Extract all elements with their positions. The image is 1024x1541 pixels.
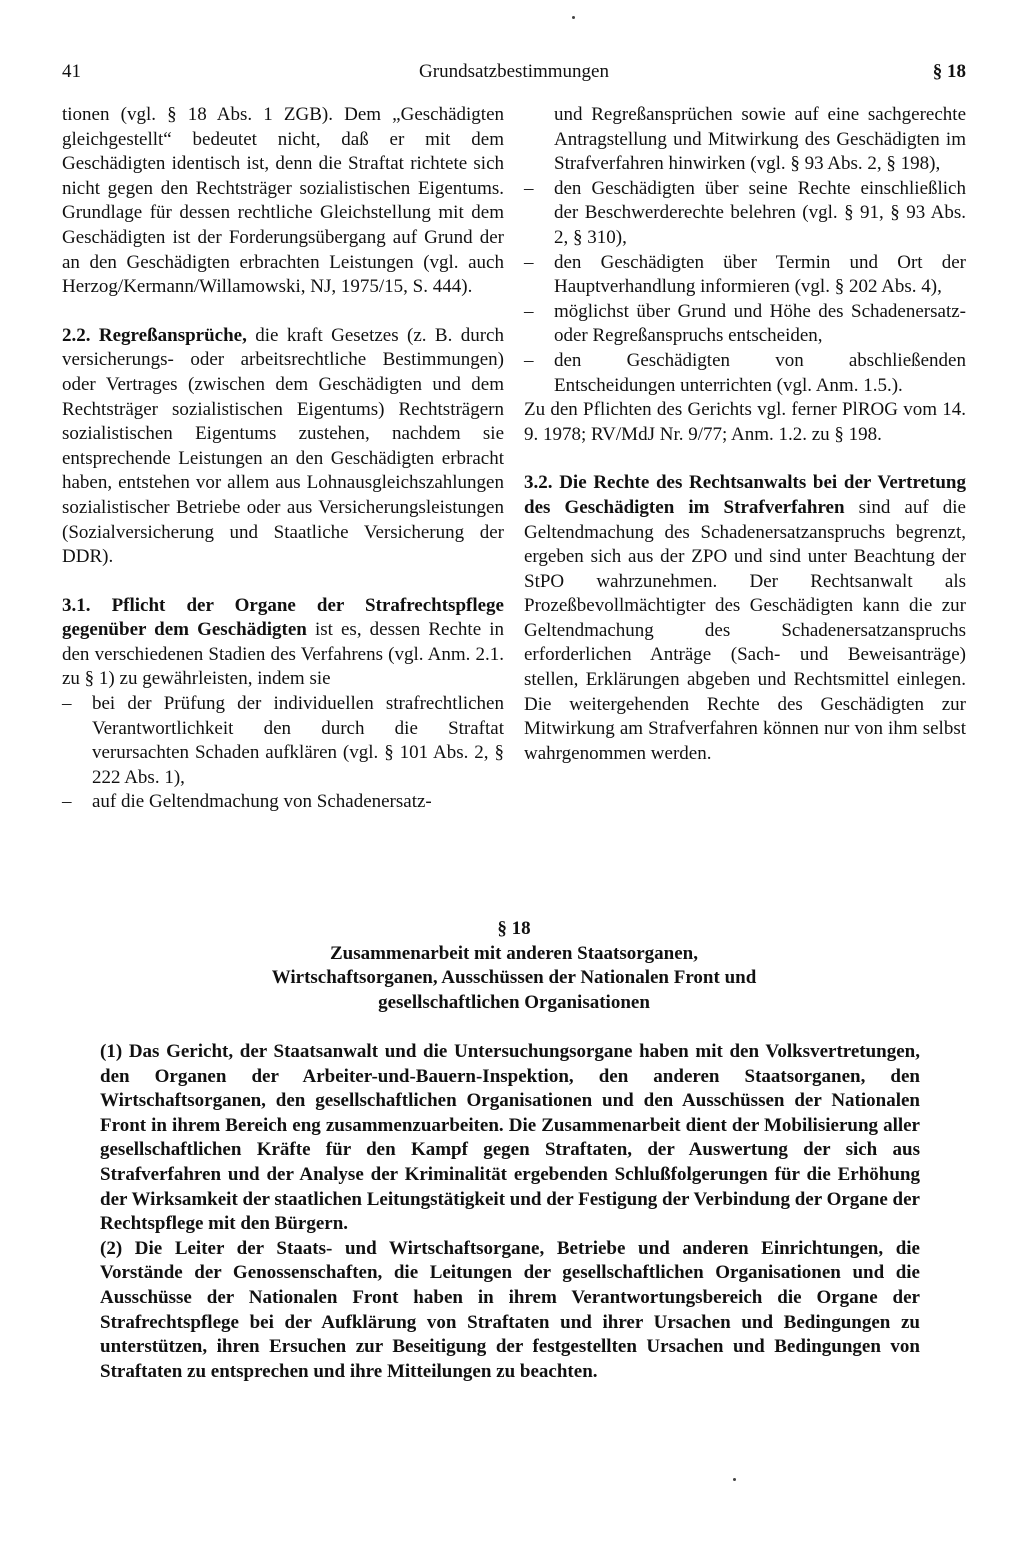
paragraph-3-2-text: sind auf die Geltendmachung des Schadenersatzanspruchs begrenzt, ergeben sich aus der ZPO und sind unter Beachtung der StPO wahrzunehmen. Der Rechtsanwalt als Prozeßbevollmächtigter des Geschädigten kann die zur Geltendmachung des Schadenersatzanspruchs erforderlichen Anträge (Sach- und Beweisanträge) stellen, Erklärungen abgeben und Rechtsmittel einlegen. Die weitergehenden Rechte des Geschädigten zur Mitwirkung am Strafverfahren können nur von ihm selbst wahrgenommen werden. bbox=[524, 496, 966, 764]
paragraph-court-duties: Zu den Pflichten des Gerichts vgl. ferner PlROG vom 14. 9. 1978; RV/MdJ Nr. 9/77; Anm. 1.2. zu § 198. bbox=[524, 399, 966, 445]
list-continuation: und Regreßansprüchen sowie auf eine sachgerechte Antragstellung und Mitwirkung des Geschädigten im Strafverfahren hinwirken (vgl. § 93 Abs. 2, § 198), bbox=[554, 104, 966, 175]
print-speck bbox=[572, 16, 575, 19]
list-item: – den Geschädigten über seine Rechte einschließlich der Beschwerderechte belehren (vgl. § 91, § 93 Abs. 2, § 310), bbox=[524, 177, 966, 251]
law-paragraph-2: (2) Die Leiter der Staats- und Wirtschaftsorgane, Betriebe und anderen Einrichtungen, die Vorstände der Genossenschaften, die Leitungen der gesellschaftlichen Organisationen und die Ausschüsse der Nationalen Front haben in ihrem Verantwortungsbereich die Organe der Strafrechtspflege bei der Aufklärung von Straftaten und ihrer Ursachen und Bedingungen zu unterstützen, ihren Ersuchen zur Beseitigung der festgestellten Ursachen und Bedingungen von Straftaten zu entsprechen und ihre Mitteilungen zu beachten. bbox=[100, 1237, 920, 1382]
running-header bbox=[62, 58, 966, 86]
law-title-line-2: Wirtschaftsorganen, Ausschüssen der Nationalen Front und bbox=[271, 967, 757, 989]
law-text bbox=[100, 1040, 920, 1384]
page-number: 41 bbox=[62, 61, 81, 82]
law-title-line-3: gesellschaftlichen Organisationen bbox=[378, 991, 650, 1013]
paragraph-3-2 bbox=[524, 471, 966, 766]
paragraph-2-2 bbox=[62, 324, 504, 570]
paragraph-3-2-label: 3.2. Die Rechte des Rechtsanwalts bei der Vertretung des Geschädigten im Strafverfahren bbox=[524, 472, 966, 518]
print-speck bbox=[733, 1478, 736, 1481]
left-column bbox=[62, 103, 504, 815]
list-item: – den Geschädigten über Termin und Ort der Hauptverhandlung informieren (vgl. § 202 Abs. 4), bbox=[524, 251, 966, 300]
paragraph-3-1-text: ist es, dessen Rechte in den verschiedenen Stadien des Verfahrens (vgl. Anm. 2.1. zu § 1) zu gewährleisten, indem sie bbox=[62, 619, 505, 690]
paragraph-3-1 bbox=[62, 594, 504, 692]
running-title: Grundsatzbestimmungen bbox=[419, 61, 609, 82]
list-item: – den Geschädigten von abschließenden Entscheidungen unterrichten (vgl. Anm. 1.5.). bbox=[524, 349, 966, 398]
law-paragraph-1: (1) Das Gericht, der Staatsanwalt und die Untersuchungsorgane haben mit den Volksvertretungen, den Organen der Arbeiter-und-Bauern-Inspektion, den anderen Staatsorganen, den Wirtschaftsorganen, den gesellschaftlichen Organisationen und den Ausschüssen der Nationalen Front in ihrem Bereich eng zusammenzuarbeiten. Die Zusammenarbeit dient der Mobilisierung aller gesellschaftlichen Kräfte für den Kampf gegen Straftaten, der Auswertung der sich aus Strafverfahren und der Analyse der Kriminalität ergebenden Schlußfolgerungen für die Erhöhung der Wirksamkeit der staatlichen Leitungstätigkeit und der Festigung der Verbindung der Organe der Rechtspflege mit den Bürgern. bbox=[100, 1041, 920, 1235]
list-item: – möglichst über Grund und Höhe des Schadenersatz- oder Regreßanspruchs entscheiden, bbox=[524, 300, 966, 349]
list-item: – bei der Prüfung der individuellen strafrechtlichen Verantwortlichkeit den durch die Straftat verursachten Schaden aufklären (vgl. § 101 Abs. 2, § 222 Abs. 1), bbox=[62, 692, 504, 790]
right-column bbox=[524, 103, 966, 766]
running-section: § 18 bbox=[932, 61, 966, 82]
duties-list-right bbox=[524, 177, 966, 398]
duties-list-left bbox=[62, 692, 504, 815]
law-section-heading bbox=[62, 917, 966, 1015]
paragraph-2-2-label: 2.2. Regreßansprüche, bbox=[62, 324, 247, 346]
list-item: – auf die Geltendmachung von Schadenersatz- bbox=[62, 790, 504, 815]
paragraph-continuation: tionen (vgl. § 18 Abs. 1 ZGB). Dem „Geschädigten gleichgestellt“ bedeutet nicht, daß er mit dem Geschädigten identisch ist, denn die Straftat richtete sich nicht gegen den Rechtsträger sozialistischen Eigentums. Grundlage für dessen rechtliche Gleichstellung mit dem Geschädigten ist der Forderungsübergang auf Grund der an den Geschädigten erbrachten Leistungen (vgl. auch Herzog/Kermann/Willamowski, NJ, 1975/15, S. 444). bbox=[62, 104, 504, 298]
law-section-number: § 18 bbox=[497, 918, 531, 939]
paragraph-2-2-text: die kraft Gesetzes (z. B. durch versicherungs- oder arbeitsrechtliche Bestimmungen) oder Vertrages (zwischen dem Geschädigten und dem Rechtsträger sozialistischen Eigentums) Rechtsträgern sozialistischen Eigentums zustehen, nachdem sie entsprechende Leistungen an den Geschädigten erbracht haben, entstehen vor allem aus Lohnausgleichszahlungen sozialistischer Betriebe oder aus Versicherungsleistungen (Sozialversicherung und Staatliche Versicherung der DDR). bbox=[62, 324, 504, 568]
law-title-line-1: Zusammenarbeit mit anderen Staatsorganen, bbox=[329, 942, 699, 964]
paragraph-3-1-label: 3.1. Pflicht der Organe der Strafrechtspflege gegenüber dem Geschädigten bbox=[62, 594, 504, 641]
